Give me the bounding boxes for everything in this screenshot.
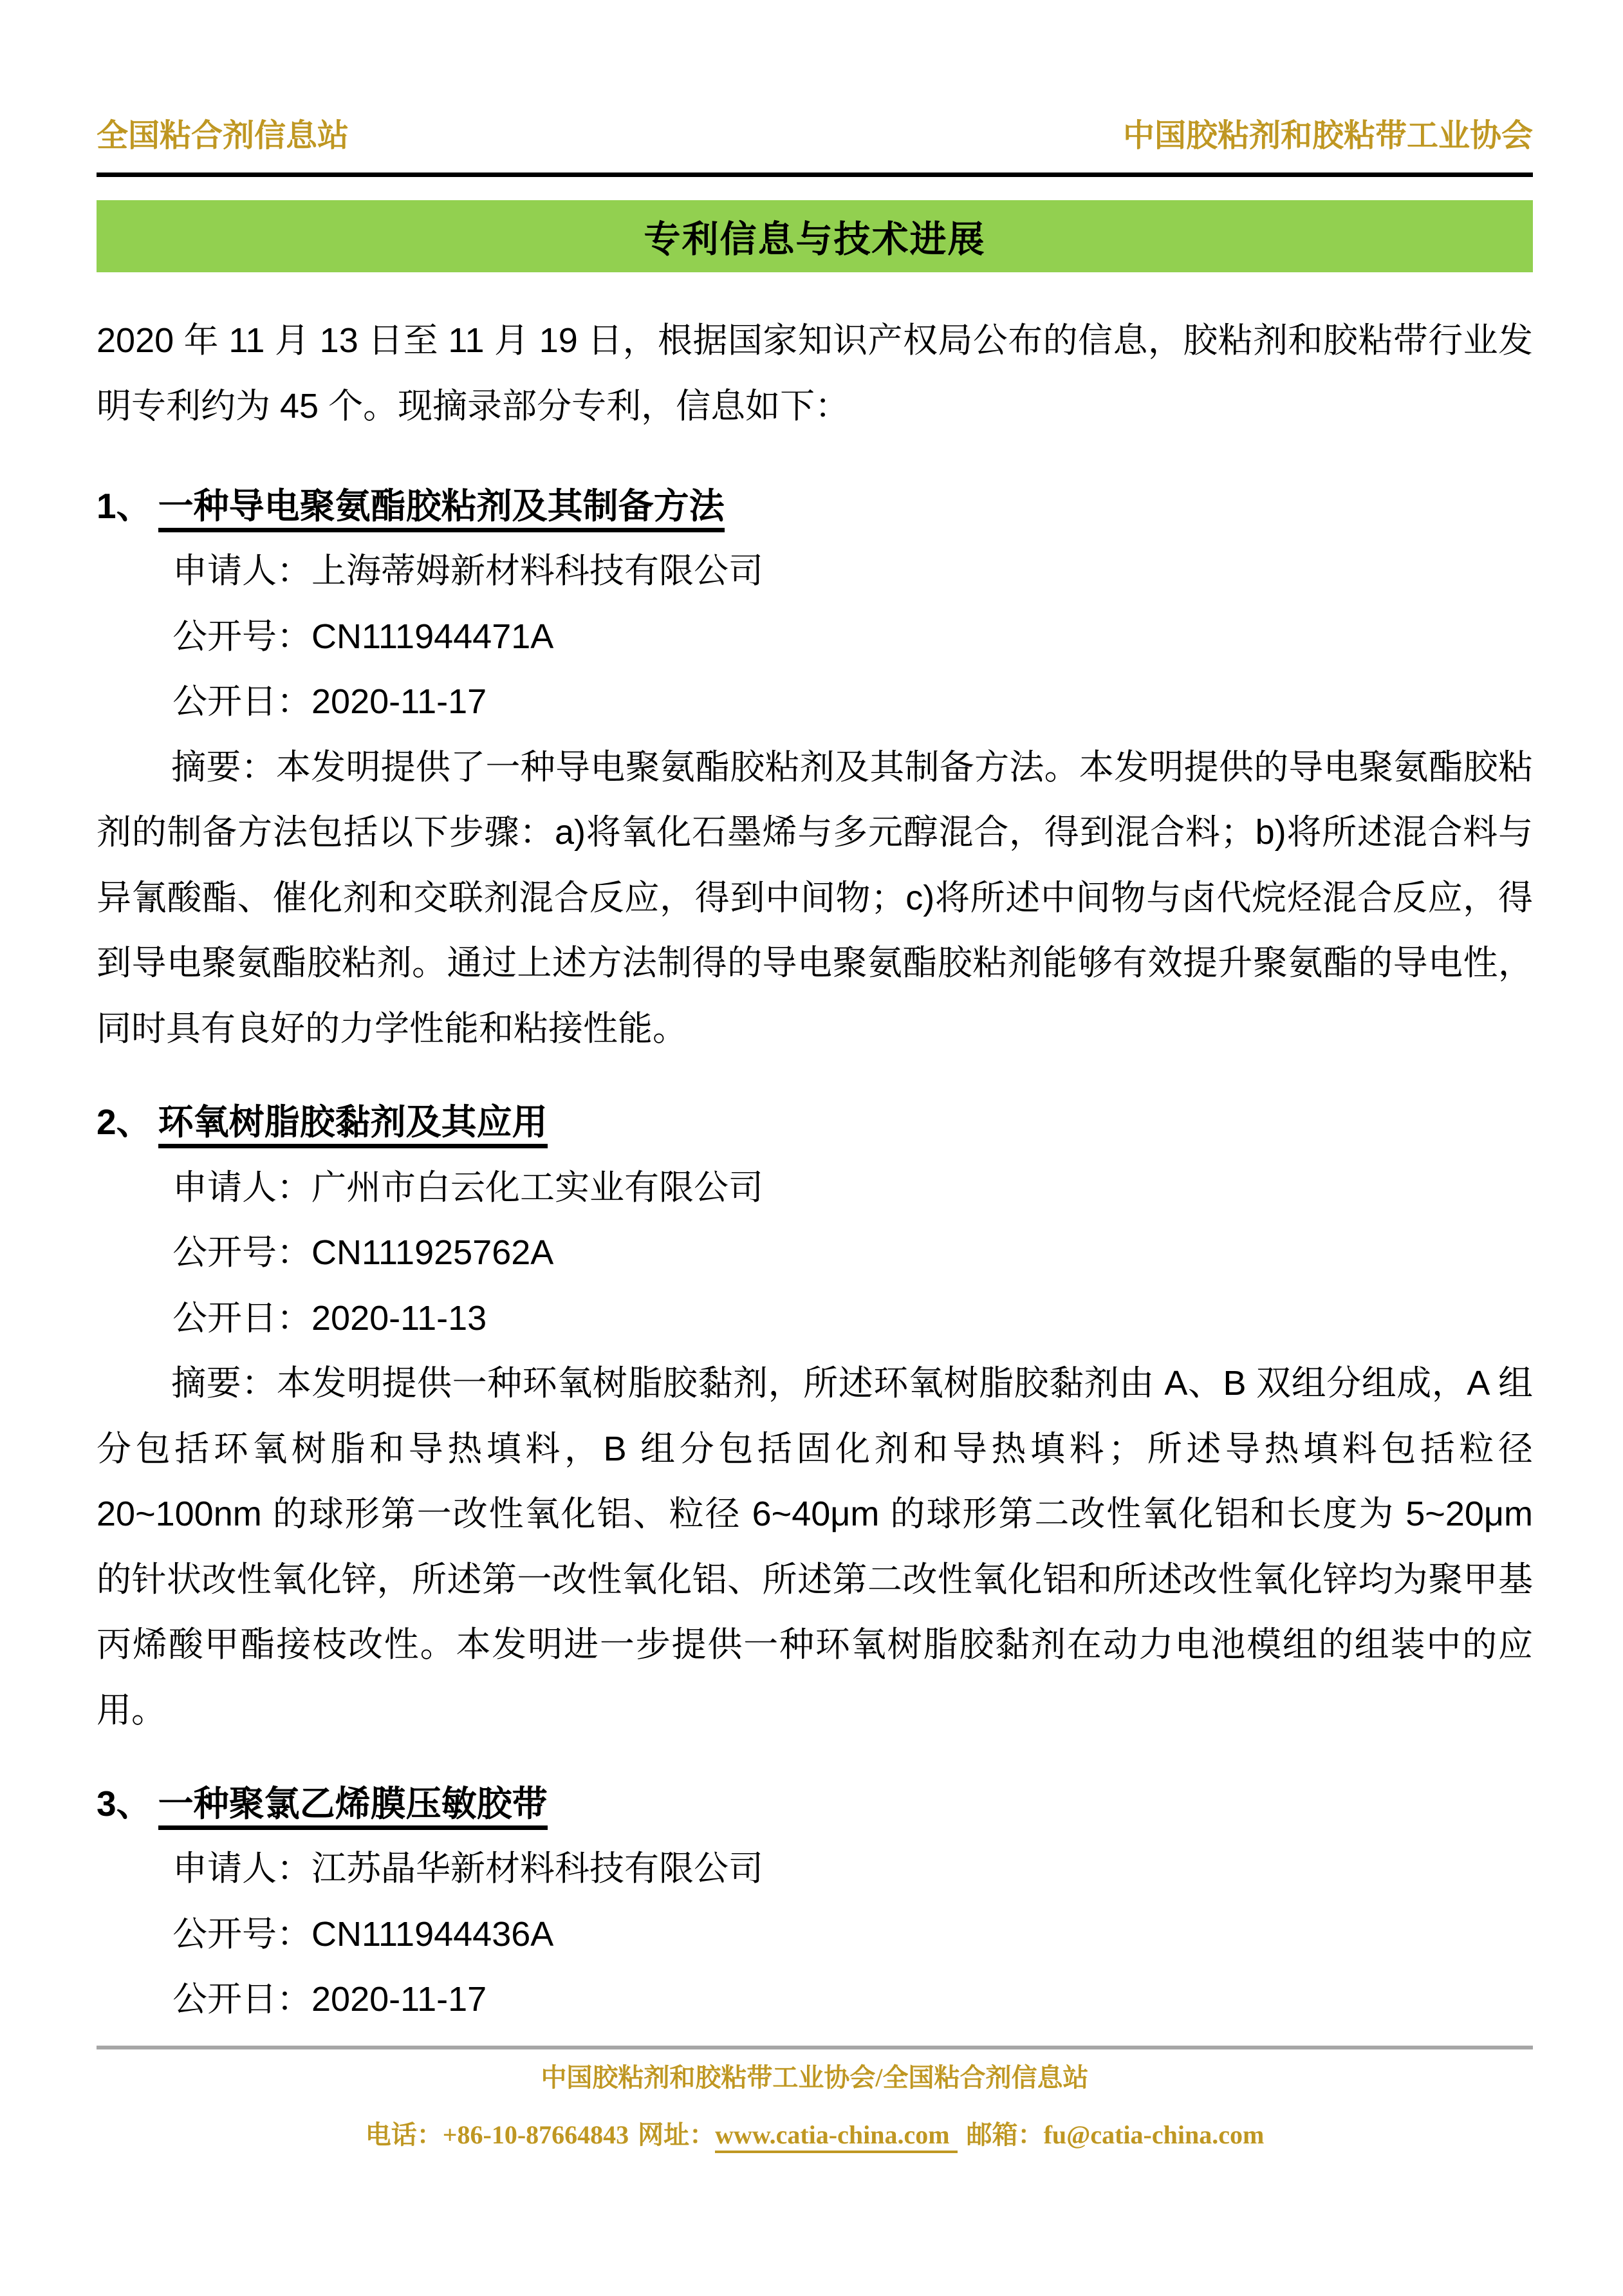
applicant-value: 广州市白云化工实业有限公司 [311,1168,763,1207]
section-banner [97,200,1533,272]
pub-number-label: 公开号： [172,1233,311,1273]
patent-heading [97,1771,1533,1836]
footer-contact-line [97,2114,1533,2151]
applicant-value: 江苏晶华新材料科技有限公司 [311,1849,763,1889]
patent-section-1 [97,474,1533,1061]
pub-number-label: 公开号： [172,1914,311,1954]
patent-heading [97,1090,1533,1155]
abstract-paragraph: 摘要：本发明提供了一种导电聚氨酯胶粘剂及其制备方法。本发明提供的导电聚氨酯胶粘剂的制备方法包括以下步骤：a)将氧化石墨烯与多元醇混合，得到混合料；b)将所述混合料与异氰酸酯、催化剂和交联剂混合反应，得到中间物；c)将所述中间物与卤代烷烃混合反应，得到导电聚氨酯胶粘剂。通过上述方法制得的导电聚氨酯胶粘剂能够有效提升聚氨酯的导电性，同时具有良好的力学性能和粘接性能。 [97,747,1533,1048]
footer-org-line: 中国胶粘剂和胶粘带工业协会/全国粘合剂信息站 [541,2063,1089,2092]
patent-number: 1、 [97,486,152,527]
applicant-label: 申请人： [172,1168,311,1207]
email-label: 邮箱： [966,2120,1044,2149]
pub-date-label: 公开日： [172,682,311,722]
web-link[interactable]: www.catia-china.com [715,2120,957,2153]
applicant-label: 申请人： [172,1849,311,1889]
pub-date-value: 2020-11-17 [311,1980,487,2019]
pub-date-row [97,1286,1533,1352]
abstract-paragraph: 摘要：本发明提供一种环氧树脂胶黏剂，所述环氧树脂胶黏剂由 A、B 双组分组成，A 组分包括环氧树脂和导热填料，B 组分包括固化剂和导热填料；所述导热填料包括粒径 20~100nm 的球形第一改性氧化铝、粒径 6~40μm 的球形第二改性氧化铝和长度为 5~20μm 的针状改性氧化锌，所述第一改性氧化铝、所述第二改性氧化铝和所述改性氧化锌均为聚甲基丙烯酸甲酯接枝改性。本发明进一步提供一种环氧树脂胶黏剂在动力电池模组的组装中的应用。 [97,1364,1533,1730]
pub-date-value: 2020-11-17 [311,682,487,722]
pub-date-label: 公开日： [172,1298,311,1338]
header-divider [97,173,1533,177]
patent-number: 2、 [97,1102,152,1143]
pub-date-value: 2020-11-13 [311,1298,487,1338]
web-label: 网址： [638,2120,716,2149]
pub-date-label: 公开日： [172,1980,311,2019]
applicant-row [97,1155,1533,1221]
patent-title: 环氧树脂胶黏剂及其应用 [158,1102,548,1148]
pub-number-value: CN111944471A [311,617,554,656]
phone-value: +86-10-87664843 [442,2120,629,2149]
page-footer [97,2046,1533,2151]
pub-number-value: CN111925762A [311,1233,554,1273]
applicant-label: 申请人： [172,552,311,591]
applicant-row [97,1836,1533,1902]
patent-heading [97,474,1533,539]
pub-number-row [97,1902,1533,1968]
pub-number-row [97,604,1533,670]
patent-section-2 [97,1090,1533,1743]
banner-title: 专利信息与技术进展 [644,219,986,260]
pub-number-label: 公开号： [172,617,311,656]
patent-title: 一种导电聚氨酯胶粘剂及其制备方法 [158,486,725,532]
pub-date-row [97,1967,1533,2033]
patent-section-3 [97,1771,1533,2033]
page-header [97,111,1533,156]
pub-number-row [97,1220,1533,1286]
phone-label: 电话： [365,2120,443,2149]
email-value: fu@catia-china.com [1043,2120,1265,2149]
patent-number: 3、 [97,1784,152,1824]
intro-paragraph: 2020 年 11 月 13 日至 11 月 19 日，根据国家知识产权局公布的信息，胶粘剂和胶粘带行业发明专利约为 45 个。现摘录部分专利，信息如下： [97,321,1533,425]
header-left-title: 全国粘合剂信息站 [97,118,349,153]
footer-divider [97,2046,1533,2049]
pub-number-value: CN111944436A [311,1914,554,1954]
applicant-value: 上海蒂姆新材料科技有限公司 [311,552,763,591]
header-right-title: 中国胶粘剂和胶粘带工业协会 [1122,118,1533,153]
pub-date-row [97,669,1533,735]
applicant-row [97,539,1533,604]
patent-title: 一种聚氯乙烯膜压敏胶带 [158,1784,548,1830]
